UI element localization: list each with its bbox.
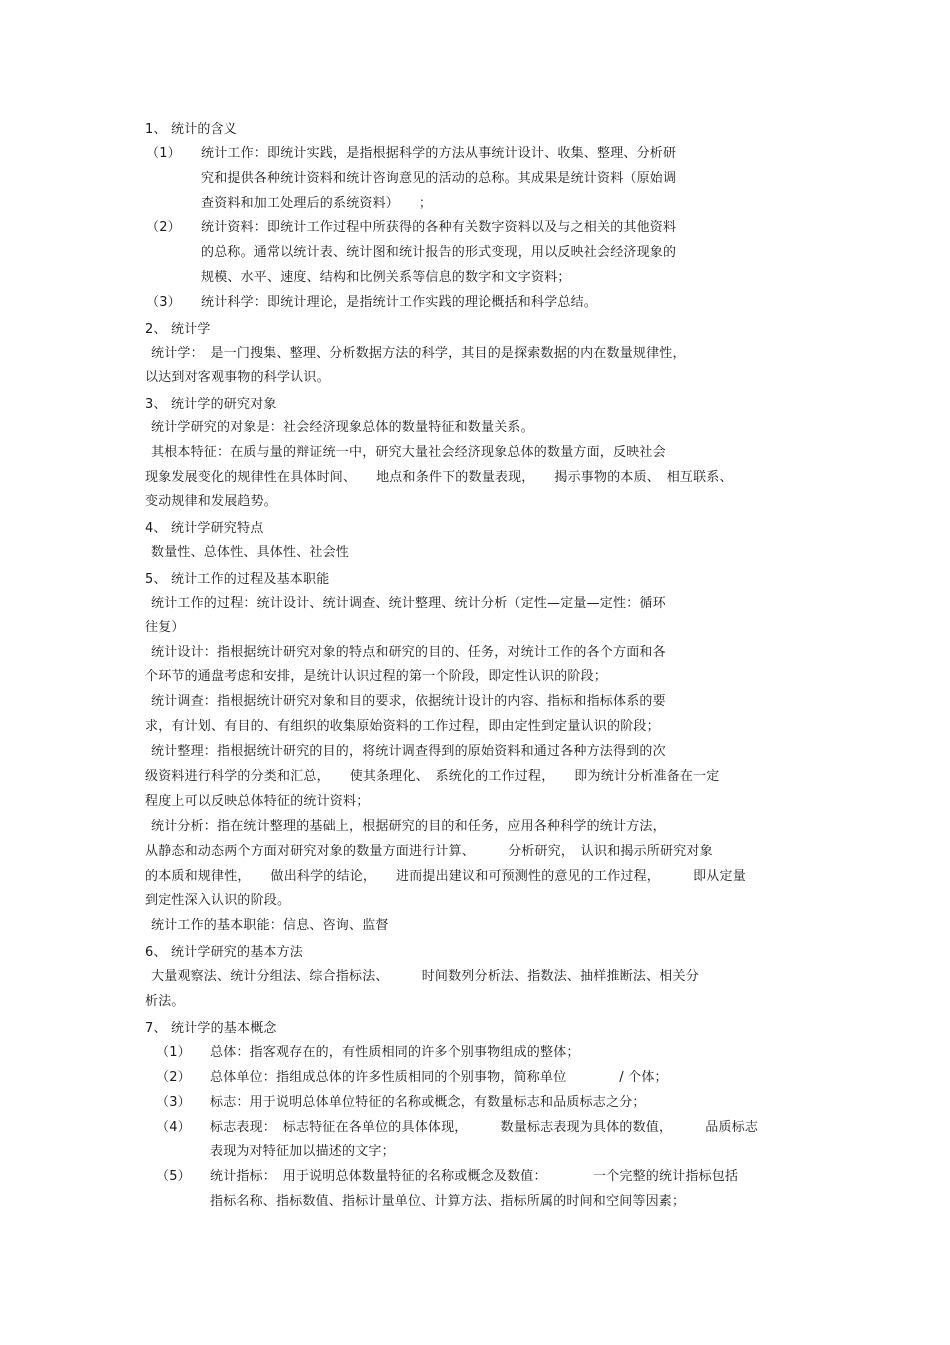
item-number: （2） — [146, 220, 181, 235]
item-number: （5） — [156, 1169, 191, 1184]
paragraph-line: 究和提供各种统计资料和统计咨询意见的活动的总称。其成果是统计资料（原始调 — [201, 171, 677, 186]
paragraph-line: 统计设计：指根据统计研究对象的特点和研究的目的、任务，对统计工作的各个方面和各 — [151, 645, 666, 660]
item-number: （1） — [146, 146, 181, 161]
paragraph-line: 统计分析：指在统计整理的基础上，根据研究的目的和任务，应用各种科学的统计方法， — [151, 819, 666, 834]
paragraph-line: 统计调查：指根据统计研究对象和目的要求，依据统计设计的内容、指标和指标体系的要 — [151, 694, 666, 709]
heading-2: 2、 统计学 — [145, 322, 211, 337]
heading-6: 6、 统计学研究的基本方法 — [145, 945, 304, 960]
paragraph-line: 标志：用于说明总体单位特征的名称或概念，有数量标志和品质标志之分； — [210, 1095, 646, 1110]
paragraph-line: 个环节的通盘考虑和安排，是统计认识过程的第一个阶段，即定性认识的阶段； — [145, 669, 608, 684]
paragraph-line: 统计科学：即统计理论，是指统计工作实践的理论概括和科学总结。 — [201, 295, 598, 310]
paragraph-line: 从静态和动态两个方面对研究对象的数量方面进行计算、 分析研究， 认识和揭示所研究对象 — [145, 844, 713, 859]
paragraph-line: 规模、水平、速度、结构和比例关系等信息的数字和文字资料； — [201, 270, 571, 285]
item-number: （3） — [156, 1095, 191, 1110]
paragraph-line: 变动规律和发展趋势。 — [145, 494, 278, 509]
paragraph-line: 统计学： 是一门搜集、整理、分析数据方法的科学，其目的是探索数据的内在数量规律性， — [151, 346, 686, 361]
paragraph-line: 到定性深入认识的阶段。 — [145, 893, 291, 908]
paragraph-line: 查资料和加工处理后的系统资料） ； — [201, 196, 433, 211]
paragraph-line: 统计学研究的对象是：社会经济现象总体的数量特征和数量关系。 — [151, 420, 534, 435]
paragraph-line: 级资料进行科学的分类和汇总， 使其条理化、 系统化的工作过程， 即为统计分析准备在一定 — [145, 769, 720, 784]
paragraph-line: 其根本特征：在质与量的辩证统一中，研究大量社会经济现象总体的数量方面，反映社会 — [151, 445, 666, 460]
paragraph-line: 统计工作：即统计实践，是指根据科学的方法从事统计设计、收集、整理、分析研 — [201, 146, 677, 161]
heading-3: 3、 统计学的研究对象 — [145, 397, 277, 412]
paragraph-line: 程度上可以反映总体特征的统计资料； — [145, 794, 370, 809]
paragraph-line: 统计工作的过程：统计设计、统计调查、统计整理、统计分析（定性—定量—定性：循环 — [151, 596, 666, 611]
heading-1: 1、 统计的含义 — [145, 122, 238, 137]
paragraph-line: 数量性、总体性、具体性、社会性 — [151, 545, 350, 560]
paragraph-line: 以达到对客观事物的科学认识。 — [145, 370, 330, 385]
paragraph-line: 的本质和规律性， 做出科学的结论， 进而提出建议和可预测性的意见的工作过程， 即从定量 — [145, 869, 746, 884]
heading-5: 5、 统计工作的过程及基本职能 — [145, 572, 330, 587]
item-number: （1） — [156, 1045, 191, 1060]
paragraph-line: 求，有计划、有目的、有组织的收集原始资料的工作过程，即由定性到定量认识的阶段； — [145, 719, 660, 734]
paragraph-line: 往复） — [145, 620, 185, 635]
paragraph-line: 统计资料：即统计工作过程中所获得的各种有关数字资料以及与之相关的其他资料 — [201, 220, 677, 235]
item-number: （2） — [156, 1070, 191, 1085]
heading-4: 4、 统计学研究特点 — [145, 521, 264, 536]
heading-7: 7、 统计学的基本概念 — [145, 1021, 277, 1036]
paragraph-line: 指标名称、指标数值、指标计量单位、计算方法、指标所属的时间和空间等因素； — [210, 1194, 686, 1209]
item-number: （4） — [156, 1120, 191, 1135]
paragraph-line: 总体单位：指组成总体的许多性质相同的个别事物，简称单位 / 个体； — [210, 1070, 668, 1085]
paragraph-line: 析法。 — [145, 994, 185, 1009]
item-number: （3） — [146, 295, 181, 310]
paragraph-line: 总体：指客观存在的，有性质相同的许多个别事物组成的整体； — [210, 1045, 580, 1060]
paragraph-line: 标志表现： 标志特征在各单位的具体体现， 数量标志表现为具体的数值， 品质标志 — [210, 1120, 759, 1135]
paragraph-line: 现象发展变化的规律性在具体时间、 地点和条件下的数量表现， 揭示事物的本质、 相互联系、 — [145, 470, 733, 485]
paragraph-line: 大量观察法、统计分组法、综合指标法、 时间数列分析法、指数法、抽样推断法、相关分 — [151, 969, 699, 984]
paragraph-line: 统计整理：指根据统计研究的目的，将统计调查得到的原始资料和通过各种方法得到的次 — [151, 744, 666, 759]
paragraph-line: 表现为对特征加以描述的文字； — [210, 1144, 395, 1159]
paragraph-line: 统计工作的基本职能：信息、咨询、监督 — [151, 918, 389, 933]
paragraph-line: 统计指标： 用于说明总体数量特征的名称或概念及数值： 一个完整的统计指标包括 — [210, 1169, 739, 1184]
paragraph-line: 的总称。通常以统计表、统计图和统计报告的形式变现，用以反映社会经济现象的 — [201, 245, 677, 260]
